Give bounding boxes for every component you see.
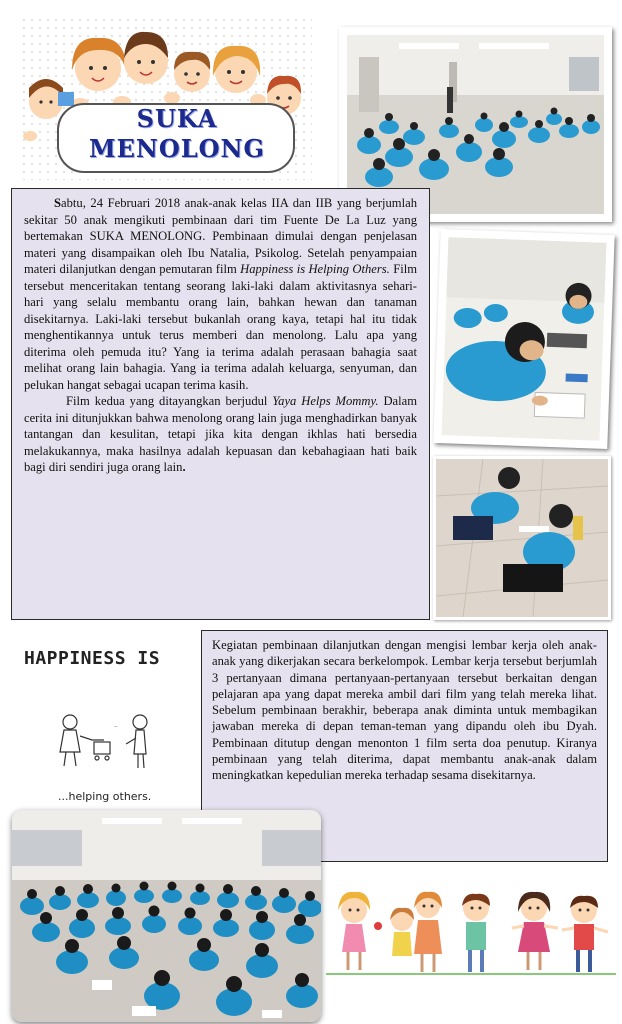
article-paragraph-2 bbox=[24, 393, 417, 476]
helping-figures-icon bbox=[52, 710, 162, 776]
happiness-title: HAPPINESS IS bbox=[24, 648, 161, 669]
paragraph-1-text-b: Film tersebut menceritakan tentang seorang laki-laki dalam aktivitasnya sehari-hari yang selalu membantu orang lain, bahkan hewan dan tanaman disekitarnya. Laki-laki tersebut bukanlah orang kaya, tetapi hal itu tidak menghentikannya untuk terus memberi dan menolong. Lalu apa yang diterima oleh pemuda itu? Yang ia terima adalah perasaan bahagia saat melihat orang lain bahagia. Yang ia terima adalah keluarga, senyuman, dan pelukan hangat sebagai ucapan terima kasih. bbox=[24, 262, 417, 392]
cartoon-kids-illustration bbox=[326, 880, 616, 980]
banner-title-line1: SUKA bbox=[136, 104, 218, 133]
svg-text:~: ~ bbox=[114, 724, 118, 729]
photo-boy-writing bbox=[433, 229, 614, 449]
paragraph-2-text-a: Film kedua yang ditayangkan berjudul bbox=[66, 394, 273, 408]
article-paragraph-3: Kegiatan pembinaan dilanjutkan dengan mengisi lembar kerja oleh anak-anak yang dikerjakan secara berkelompok. Lembar kerja tersebut berjumlah 3 pertanyaan dimana pertanyaan-pertanyaan tersebut berkaitan dengan pelajaran apa yang dapat mereka ambil dari film yang telah mereka lihat. Sebelum pembinaan berakhir, beberapa anak diminta untuk membagikan jawaban mereka di depan teman-teman yang dipandu oleh ibu Dyah. Pembinaan ditutup dengan menonton 1 film serta doa penutup. Kiranya pembinaan yang telah diterima, dapat membantu anak-anak dalam meningkatkan kepedulian mereka terhadap sesama disekitarnya. bbox=[212, 638, 597, 783]
drop-letter: S bbox=[54, 196, 62, 210]
happiness-illustration bbox=[24, 642, 194, 812]
photo-classroom-group bbox=[12, 810, 321, 1022]
film-title-2: Yaya Helps Mommy. bbox=[272, 394, 379, 408]
banner-title-line2: MENOLONG bbox=[89, 134, 265, 163]
paragraph-2-text-b: Dalam cerita ini ditunjukkan bahwa menolong orang lain juga menghadirkan banyak tantangan dan kesulitan, tetapi jika kita dengan ikhlas hati bersedia melakukannya, maka hasilnya adalah kepuasan dan kebahagiaan hati baik bagi diri sendiri juga orang lain bbox=[24, 394, 418, 474]
film-title-1: Happiness is Helping Others. bbox=[240, 262, 390, 276]
article-paragraph-1 bbox=[24, 195, 417, 393]
happiness-caption: ...helping others. bbox=[58, 790, 152, 803]
photo-kids-on-floor bbox=[433, 456, 611, 620]
article-main-box bbox=[11, 188, 430, 620]
banner bbox=[22, 18, 312, 180]
paragraph-1-text-a: abtu, 24 Februari 2018 anak-anak kelas IIA dan IIB yang berjumlah sekitar 50 anak mengikuti pembinaan dari tim Fuente De La Luz yang bertemakan SUKA MENOLONG. Pembinaan dimulai dengan penjelasan materi yang disampaikan oleh Ibu Natalia, Psikolog. Setelah penyampaian materi dilanjutkan dengan pemutaran film bbox=[24, 196, 417, 276]
paragraph-2-end: . bbox=[182, 460, 186, 474]
